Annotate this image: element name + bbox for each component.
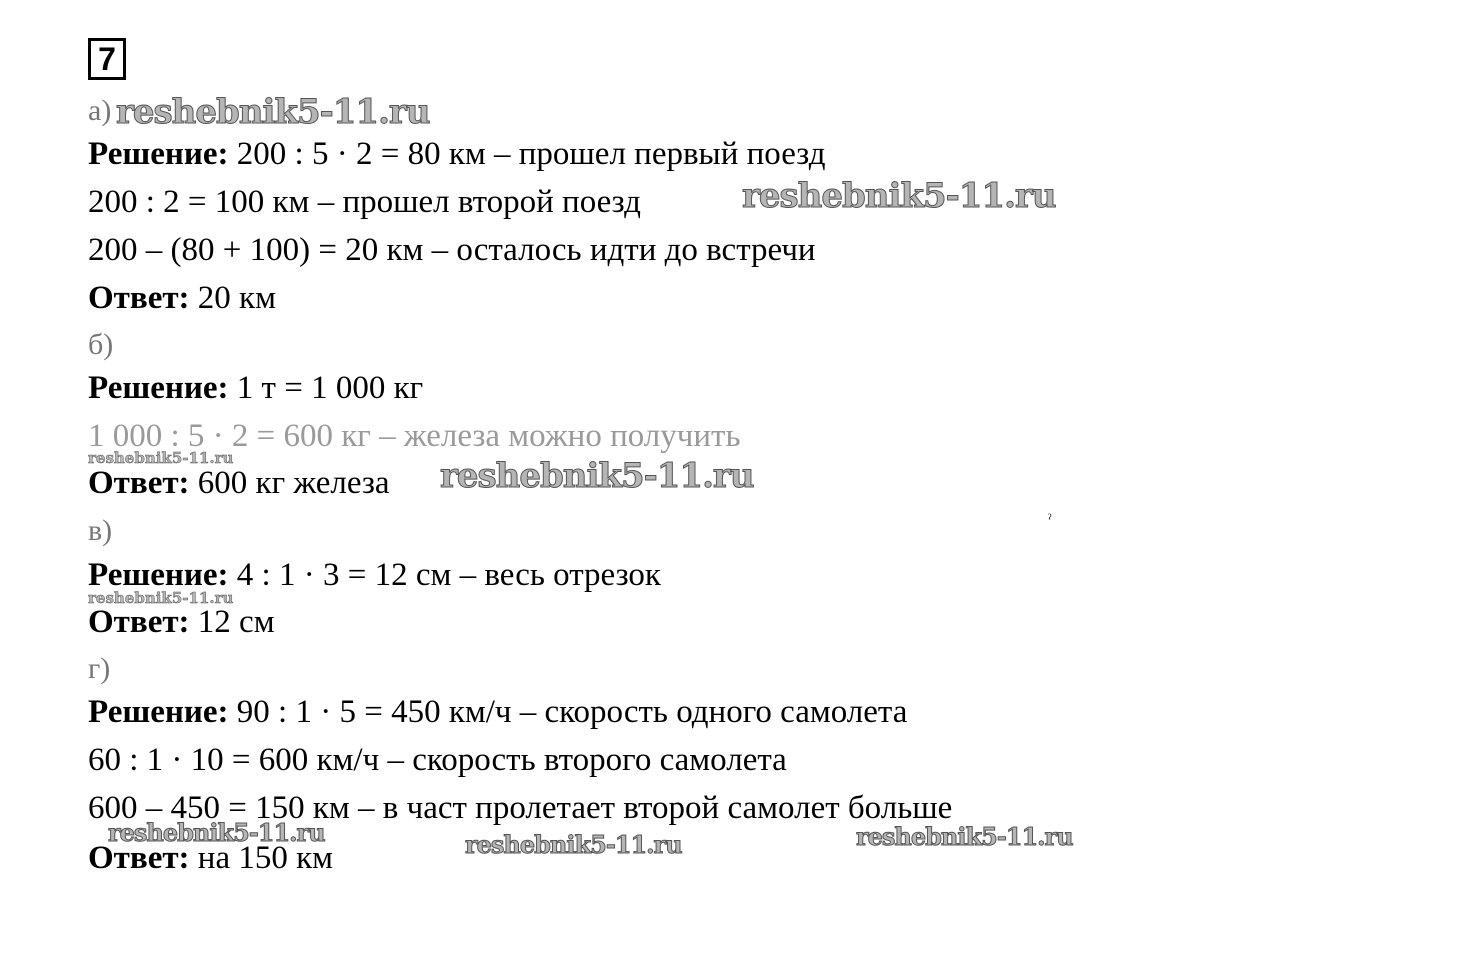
solution-label: Решение: bbox=[88, 557, 229, 593]
part-label: б) bbox=[88, 328, 114, 361]
part-d-line-1 bbox=[88, 692, 907, 732]
solution-text: 1 000 : 5 · 2 = 600 кг – железа можно получить bbox=[88, 418, 741, 454]
part-c-answer bbox=[88, 602, 275, 642]
solution-text: 200 : 5 · 2 = 80 км – прошел первый поезд bbox=[228, 136, 826, 172]
part-c-label bbox=[88, 510, 112, 551]
part-a-line-3 bbox=[88, 230, 816, 270]
answer-text: 600 кг железа bbox=[189, 465, 390, 501]
solution-text: 1 т = 1 000 кг bbox=[228, 370, 424, 406]
solution-text: 200 : 2 = 100 км – прошел второй поезд bbox=[88, 184, 641, 220]
part-b-line-1 bbox=[88, 368, 423, 408]
part-a-line-1 bbox=[88, 134, 825, 174]
stray-mark: ˀ bbox=[1048, 512, 1052, 527]
solution-text: 4 : 1 · 3 = 12 см – весь отрезок bbox=[228, 557, 661, 593]
part-label: в) bbox=[88, 514, 113, 547]
task-number: 7 bbox=[88, 38, 126, 80]
part-d-line-2 bbox=[88, 740, 787, 780]
watermark: reshebnik5-11.ru bbox=[88, 589, 234, 607]
part-label: г) bbox=[88, 652, 111, 685]
solution-text: 60 : 1 · 10 = 600 км/ч – скорость второго самолета bbox=[88, 742, 787, 778]
part-b-answer bbox=[88, 463, 390, 503]
watermark: reshebnik5-11.ru bbox=[465, 830, 682, 859]
solution-label: Решение: bbox=[88, 370, 229, 406]
part-b-label bbox=[88, 324, 113, 365]
solution-label: Решение: bbox=[88, 694, 229, 730]
answer-text: 12 см bbox=[189, 604, 275, 640]
answer-label: Ответ: bbox=[88, 465, 190, 501]
answer-label: Ответ: bbox=[88, 604, 190, 640]
answer-label: Ответ: bbox=[88, 840, 190, 876]
watermark: reshebnik5-11.ru bbox=[856, 822, 1073, 851]
solution-label: Решение: bbox=[88, 136, 229, 172]
answer-label: Ответ: bbox=[88, 280, 190, 316]
part-d-label bbox=[88, 648, 110, 689]
solution-text: 600 – 450 = 150 км – в част пролетает второй самолет больше bbox=[88, 790, 953, 826]
part-a-line-2 bbox=[88, 182, 641, 222]
watermark: reshebnik5-11.ru bbox=[440, 456, 754, 496]
part-a-label bbox=[88, 90, 111, 131]
answer-text: 20 км bbox=[189, 280, 276, 316]
solution-text: 200 – (80 + 100) = 20 км – осталось идти до встречи bbox=[88, 232, 816, 268]
part-label: а) bbox=[88, 94, 112, 127]
watermark: reshebnik5-11.ru bbox=[88, 449, 234, 467]
part-a-answer bbox=[88, 278, 276, 318]
answer-text: на 150 км bbox=[189, 840, 334, 876]
watermark: reshebnik5-11.ru bbox=[116, 92, 430, 132]
solution-text: 90 : 1 · 5 = 450 км/ч – скорость одного самолета bbox=[228, 694, 908, 730]
watermark: reshebnik5-11.ru bbox=[742, 176, 1056, 216]
watermark: reshebnik5-11.ru bbox=[108, 818, 325, 847]
